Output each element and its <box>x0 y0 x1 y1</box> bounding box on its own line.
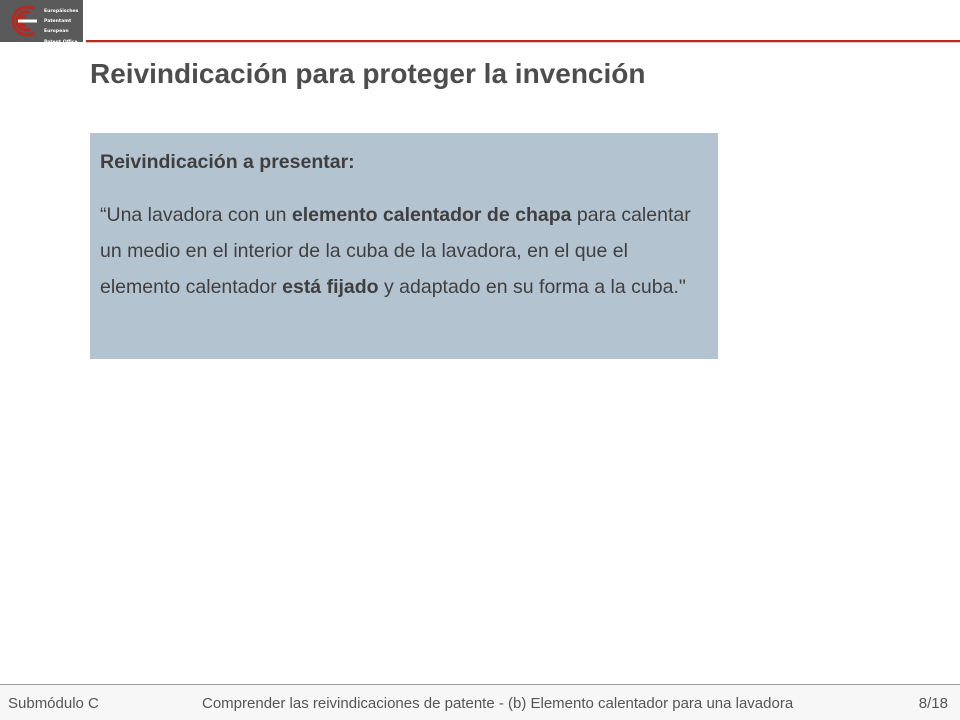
claim-box <box>90 133 718 359</box>
page-number: 8/18 <box>918 695 948 712</box>
claim-text <box>100 197 708 305</box>
logo-line: Patent Office <box>44 39 78 45</box>
claim-text-segment: y adaptado en su forma a la cuba." <box>378 276 686 298</box>
header-divider-shadow <box>86 42 960 43</box>
epo-logo-text <box>44 4 83 70</box>
logo-line: des brevets <box>44 65 75 71</box>
logo-line: Europäisches <box>44 9 79 15</box>
footer-description: Comprender las reivindicaciones de patente - (b) Elemento calentador para una lavadora <box>202 695 794 712</box>
footer-module-label: Submódulo C <box>8 695 99 712</box>
epo-logo <box>0 0 83 71</box>
footer <box>0 684 960 720</box>
page-title: Reivindicación para proteger la invención <box>90 58 646 89</box>
claim-emphasis-fixed: está fijado <box>282 276 379 298</box>
logo-line: Office européen <box>44 49 69 60</box>
claim-heading: Reivindicación a presentar: <box>100 151 355 173</box>
claim-text-segment: “Una lavadora con un <box>100 204 292 226</box>
claim-text-segment: para calentar un medio en el interior de la cuba de la lavadora, en el que el elemento calentador <box>100 204 691 298</box>
epo-emblem-icon <box>4 3 40 39</box>
logo-line: Patentamt <box>44 19 72 25</box>
logo-line: European <box>44 29 69 35</box>
claim-emphasis-heating-element: elemento calentador de chapa <box>291 204 572 226</box>
